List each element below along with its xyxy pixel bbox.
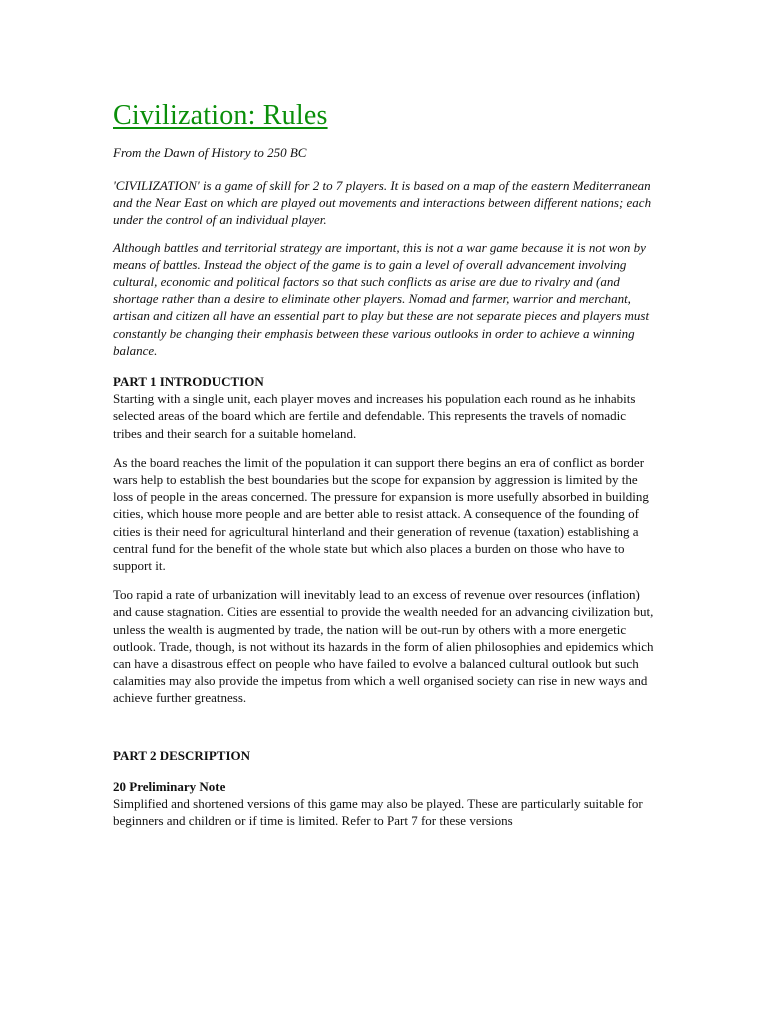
part2-section: [113, 747, 658, 830]
part1-paragraph: Too rapid a rate of urbanization will inevitably lead to an excess of revenue over resources (inflation) and cause stagnation. Cities are essential to provide the wealth needed for an advancing civilization but, unless the wealth is augmented by trade, the nation will be out-run by others with a more energetic outlook. Trade, though, is not without its hazards in the form of alien philosophies and epidemics which can have a disastrous effect on people who have failed to evolve a balanced cultural outlook but such calamities may also provide the impetus from which a well organised society can rise in new ways and achieve further greatness.: [113, 587, 654, 706]
document-subtitle: From the Dawn of History to 250 BC: [113, 145, 307, 160]
intro-paragraph: Although battles and territorial strategy are important, this is not a war game because it is not won by means of battles. Instead the object of the game is to gain a level of overall advancement involving cultural, economic and political factors so that such conflicts as arise are due to rivalry and (and shortage rather than a desire to eliminate other players. Nomad and farmer, warrior and merchant, artisan and citizen all have an essential part to play but these are not separate pieces and players must constantly be changing their emphasis between these various outlooks in order to achieve a winning balance.: [113, 239, 650, 358]
intro-paragraph: 'CIVILIZATION' is a game of skill for 2 to 7 players. It is based on a map of the eastern Mediterranean and the Near East on which are played out movements and interactions between different nations; each under the control of an individual player.: [113, 178, 652, 228]
part1-heading: PART 1 INTRODUCTION: [113, 374, 264, 390]
part1-paragraph: As the board reaches the limit of the population it can support there begins an era of conflict as border wars help to establish the best boundaries but the scope for expansion by aggression is limited by the loss of people in the areas concerned. The pressure for expansion is more usefully absorbed in building cities, which house more people and are better able to resist attack. A consequence of the founding of cities is their need for agricultural hinterland and their generation of revenue (taxation) establishing a central fund for the benefit of the whole state but which also places a burden on those who have to support it.: [113, 454, 649, 574]
document-title: Civilization: Rules: [113, 100, 328, 131]
part1-paragraph: Starting with a single unit, each player moves and increases his population each round as he inhabits selected areas of the board which are fertile and defendable. This represents the travels of nomadic tribes and their search for a suitable homeland.: [113, 391, 636, 441]
part2-paragraph: Simplified and shortened versions of this game may also be played. These are particularly suitable for beginners and children or if time is limited. Refer to Part 7 for these versions: [113, 796, 643, 829]
part2-subheading: 20 Preliminary Note: [113, 778, 226, 794]
document-page: [113, 98, 658, 842]
part2-heading: PART 2 DESCRIPTION: [113, 747, 251, 763]
